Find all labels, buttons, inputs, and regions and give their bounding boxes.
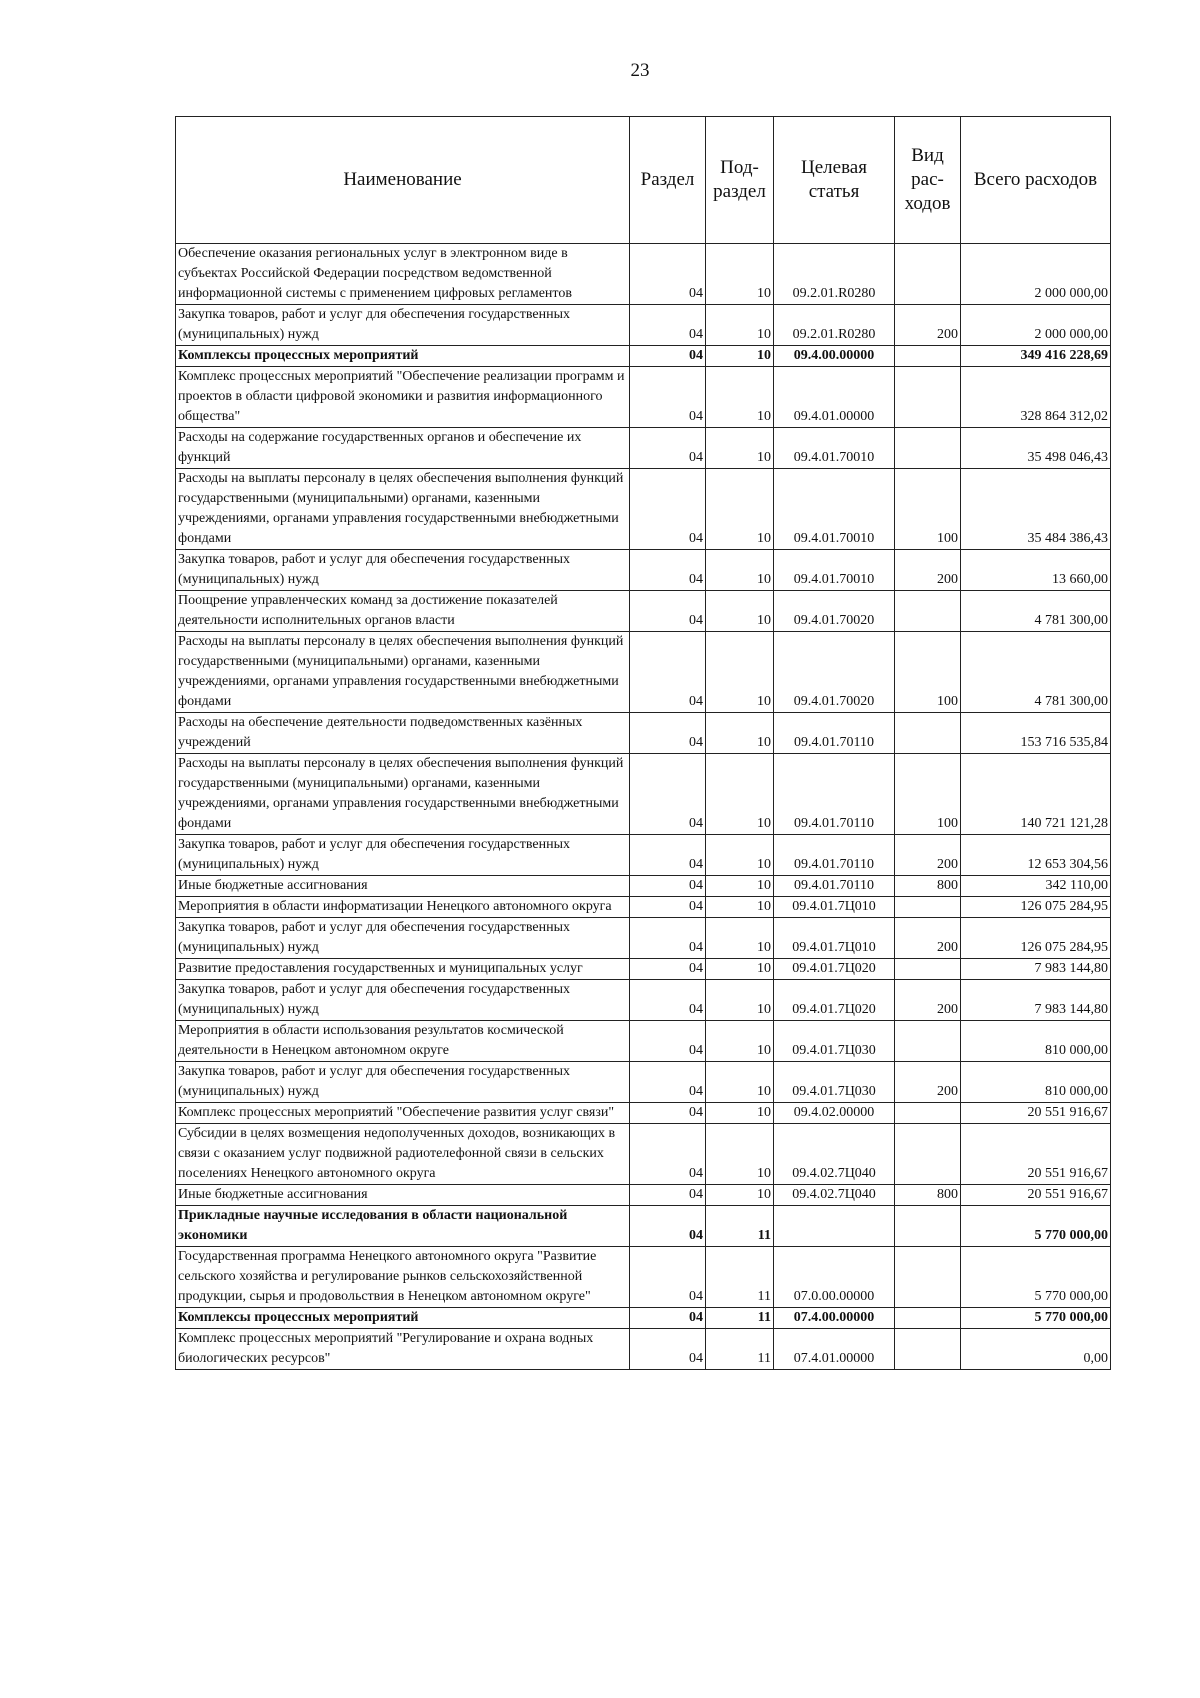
cell-subsection: 10 (706, 713, 774, 754)
cell-total: 5 770 000,00 (961, 1247, 1111, 1308)
page-number: 23 (630, 60, 650, 81)
cell-section: 04 (630, 980, 706, 1021)
header-total: Всего расходов (961, 117, 1111, 244)
cell-target: 09.4.01.70010 (774, 550, 895, 591)
cell-name: Закупка товаров, работ и услуг для обеспечения государственных (муниципальных) нужд (176, 550, 630, 591)
cell-target: 09.4.01.70020 (774, 591, 895, 632)
cell-name: Государственная программа Ненецкого автономного округа "Развитие сельского хозяйства и регулирование рынков сельскохозяйственной продукции, сырья и продовольствия в Ненецком автономном округе" (176, 1247, 630, 1308)
cell-total: 20 551 916,67 (961, 1103, 1111, 1124)
cell-name: Расходы на выплаты персоналу в целях обеспечения выполнения функций государственными (муниципальными) органами, казенными учреждениями, органами управления государственными внебюджетными фондами (176, 754, 630, 835)
cell-target: 09.4.01.7Ц010 (774, 918, 895, 959)
cell-name: Закупка товаров, работ и услуг для обеспечения государственных (муниципальных) нужд (176, 918, 630, 959)
cell-name: Мероприятия в области использования результатов космической деятельности в Ненецком автономном округе (176, 1021, 630, 1062)
cell-target: 09.4.01.70010 (774, 428, 895, 469)
cell-name: Иные бюджетные ассигнования (176, 1185, 630, 1206)
cell-expense-type (895, 1124, 961, 1185)
cell-name: Расходы на выплаты персоналу в целях обеспечения выполнения функций государственными (муниципальными) органами, казенными учреждениями, органами управления государственными внебюджетными фондами (176, 469, 630, 550)
cell-name: Иные бюджетные ассигнования (176, 876, 630, 897)
cell-section: 04 (630, 897, 706, 918)
cell-section: 04 (630, 1185, 706, 1206)
cell-expense-type: 100 (895, 754, 961, 835)
cell-target: 09.4.01.7Ц020 (774, 980, 895, 1021)
cell-total: 342 110,00 (961, 876, 1111, 897)
cell-target: 09.2.01.R0280 (774, 305, 895, 346)
table-row (176, 876, 1111, 897)
cell-total: 20 551 916,67 (961, 1185, 1111, 1206)
cell-subsection: 10 (706, 980, 774, 1021)
cell-section: 04 (630, 632, 706, 713)
header-name: Наименование (176, 117, 630, 244)
cell-expense-type (895, 959, 961, 980)
cell-name: Комплексы процессных мероприятий (176, 346, 630, 367)
cell-expense-type (895, 1329, 961, 1370)
table-row (176, 1247, 1111, 1308)
table-row (176, 918, 1111, 959)
cell-expense-type (895, 897, 961, 918)
cell-subsection: 10 (706, 244, 774, 305)
cell-target: 09.4.02.7Ц040 (774, 1185, 895, 1206)
cell-name: Прикладные научные исследования в области национальной экономики (176, 1206, 630, 1247)
cell-name: Комплексы процессных мероприятий (176, 1308, 630, 1329)
cell-section: 04 (630, 1124, 706, 1185)
cell-expense-type: 100 (895, 632, 961, 713)
cell-name: Субсидии в целях возмещения недополученных доходов, возникающих в связи с оказанием услуг подвижной радиотелефонной связи в сельских поселениях Ненецкого автономного округа (176, 1124, 630, 1185)
cell-subsection: 10 (706, 632, 774, 713)
cell-name: Комплекс процессных мероприятий "Регулирование и охрана водных биологических ресурсов" (176, 1329, 630, 1370)
table-row (176, 367, 1111, 428)
cell-total: 13 660,00 (961, 550, 1111, 591)
cell-subsection: 10 (706, 428, 774, 469)
cell-expense-type (895, 367, 961, 428)
cell-target: 09.4.01.7Ц010 (774, 897, 895, 918)
table-row (176, 1062, 1111, 1103)
cell-name: Поощрение управленческих команд за достижение показателей деятельности исполнительных органов власти (176, 591, 630, 632)
table-row (176, 632, 1111, 713)
table-row (176, 1103, 1111, 1124)
cell-target: 07.4.01.00000 (774, 1329, 895, 1370)
table-row (176, 469, 1111, 550)
cell-subsection: 10 (706, 876, 774, 897)
cell-total: 35 498 046,43 (961, 428, 1111, 469)
cell-section: 04 (630, 1206, 706, 1247)
cell-section: 04 (630, 428, 706, 469)
cell-expense-type: 800 (895, 876, 961, 897)
table-row (176, 754, 1111, 835)
cell-subsection: 11 (706, 1206, 774, 1247)
cell-total: 5 770 000,00 (961, 1308, 1111, 1329)
table-row (176, 346, 1111, 367)
table-row (176, 591, 1111, 632)
cell-total: 4 781 300,00 (961, 591, 1111, 632)
cell-section: 04 (630, 1062, 706, 1103)
cell-target: 07.4.00.00000 (774, 1308, 895, 1329)
cell-total: 810 000,00 (961, 1062, 1111, 1103)
cell-expense-type: 200 (895, 980, 961, 1021)
cell-target: 09.4.01.00000 (774, 367, 895, 428)
cell-section: 04 (630, 469, 706, 550)
cell-expense-type (895, 346, 961, 367)
cell-subsection: 10 (706, 1103, 774, 1124)
cell-expense-type (895, 1103, 961, 1124)
cell-section: 04 (630, 305, 706, 346)
table-row (176, 959, 1111, 980)
cell-subsection: 11 (706, 1329, 774, 1370)
cell-expense-type (895, 1247, 961, 1308)
cell-subsection: 10 (706, 367, 774, 428)
cell-expense-type: 200 (895, 305, 961, 346)
cell-subsection: 10 (706, 835, 774, 876)
cell-total: 810 000,00 (961, 1021, 1111, 1062)
cell-total: 328 864 312,02 (961, 367, 1111, 428)
cell-target: 09.4.00.00000 (774, 346, 895, 367)
cell-subsection: 10 (706, 1021, 774, 1062)
cell-total: 126 075 284,95 (961, 897, 1111, 918)
cell-name: Закупка товаров, работ и услуг для обеспечения государственных (муниципальных) нужд (176, 835, 630, 876)
cell-total: 2 000 000,00 (961, 244, 1111, 305)
cell-target: 09.4.01.7Ц030 (774, 1021, 895, 1062)
cell-section: 04 (630, 959, 706, 980)
table-row (176, 550, 1111, 591)
table-row (176, 1021, 1111, 1062)
cell-expense-type: 200 (895, 835, 961, 876)
cell-target: 09.4.01.7Ц030 (774, 1062, 895, 1103)
cell-subsection: 10 (706, 346, 774, 367)
table-row (176, 980, 1111, 1021)
cell-total: 7 983 144,80 (961, 959, 1111, 980)
cell-subsection: 10 (706, 1185, 774, 1206)
cell-expense-type: 200 (895, 1062, 961, 1103)
cell-section: 04 (630, 713, 706, 754)
table-row (176, 1124, 1111, 1185)
cell-total: 7 983 144,80 (961, 980, 1111, 1021)
header-expense-type: Вид рас- ходов (895, 117, 961, 244)
cell-total: 4 781 300,00 (961, 632, 1111, 713)
cell-section: 04 (630, 1103, 706, 1124)
cell-expense-type: 100 (895, 469, 961, 550)
cell-subsection: 11 (706, 1308, 774, 1329)
cell-expense-type (895, 1021, 961, 1062)
cell-target: 09.4.01.70110 (774, 876, 895, 897)
cell-target: 09.4.01.7Ц020 (774, 959, 895, 980)
table-row (176, 835, 1111, 876)
cell-total: 20 551 916,67 (961, 1124, 1111, 1185)
cell-expense-type (895, 591, 961, 632)
cell-section: 04 (630, 591, 706, 632)
cell-total: 349 416 228,69 (961, 346, 1111, 367)
cell-expense-type: 800 (895, 1185, 961, 1206)
cell-expense-type (895, 1206, 961, 1247)
cell-section: 04 (630, 835, 706, 876)
table-row (176, 244, 1111, 305)
cell-section: 04 (630, 1308, 706, 1329)
cell-total: 12 653 304,56 (961, 835, 1111, 876)
cell-expense-type (895, 713, 961, 754)
table-body (176, 244, 1111, 1370)
cell-total: 0,00 (961, 1329, 1111, 1370)
cell-target (774, 1206, 895, 1247)
table-row (176, 1185, 1111, 1206)
cell-section: 04 (630, 1329, 706, 1370)
table-row (176, 897, 1111, 918)
cell-subsection: 10 (706, 469, 774, 550)
cell-name: Расходы на содержание государственных органов и обеспечение их функций (176, 428, 630, 469)
cell-section: 04 (630, 1247, 706, 1308)
cell-name: Закупка товаров, работ и услуг для обеспечения государственных (муниципальных) нужд (176, 1062, 630, 1103)
cell-subsection: 10 (706, 1124, 774, 1185)
cell-subsection: 11 (706, 1247, 774, 1308)
cell-subsection: 10 (706, 1062, 774, 1103)
table-row (176, 1206, 1111, 1247)
cell-section: 04 (630, 550, 706, 591)
cell-subsection: 10 (706, 754, 774, 835)
table-row (176, 1308, 1111, 1329)
cell-name: Комплекс процессных мероприятий "Обеспечение развития услуг связи" (176, 1103, 630, 1124)
cell-section: 04 (630, 1021, 706, 1062)
header-subsection: Под- раздел (706, 117, 774, 244)
cell-subsection: 10 (706, 959, 774, 980)
cell-name: Обеспечение оказания региональных услуг в электронном виде в субъектах Российской Федерации посредством ведомственной информационной системы с применением цифровых регламентов (176, 244, 630, 305)
cell-target: 09.2.01.R0280 (774, 244, 895, 305)
cell-target: 09.4.01.70110 (774, 754, 895, 835)
cell-subsection: 10 (706, 591, 774, 632)
cell-total: 5 770 000,00 (961, 1206, 1111, 1247)
cell-subsection: 10 (706, 305, 774, 346)
cell-total: 126 075 284,95 (961, 918, 1111, 959)
cell-expense-type (895, 428, 961, 469)
cell-subsection: 10 (706, 897, 774, 918)
cell-name: Развитие предоставления государственных и муниципальных услуг (176, 959, 630, 980)
cell-section: 04 (630, 367, 706, 428)
cell-expense-type: 200 (895, 918, 961, 959)
cell-total: 2 000 000,00 (961, 305, 1111, 346)
table-row (176, 428, 1111, 469)
cell-target: 09.4.01.70110 (774, 713, 895, 754)
cell-subsection: 10 (706, 550, 774, 591)
cell-target: 09.4.01.70010 (774, 469, 895, 550)
cell-name: Закупка товаров, работ и услуг для обеспечения государственных (муниципальных) нужд (176, 980, 630, 1021)
cell-section: 04 (630, 918, 706, 959)
cell-target: 09.4.02.7Ц040 (774, 1124, 895, 1185)
cell-target: 07.0.00.00000 (774, 1247, 895, 1308)
cell-expense-type (895, 244, 961, 305)
cell-section: 04 (630, 754, 706, 835)
table-header-row (176, 117, 1111, 244)
cell-total: 153 716 535,84 (961, 713, 1111, 754)
cell-target: 09.4.01.70110 (774, 835, 895, 876)
cell-name: Расходы на обеспечение деятельности подведомственных казённых учреждений (176, 713, 630, 754)
table-row (176, 1329, 1111, 1370)
cell-section: 04 (630, 244, 706, 305)
cell-subsection: 10 (706, 918, 774, 959)
cell-section: 04 (630, 346, 706, 367)
cell-section: 04 (630, 876, 706, 897)
cell-target: 09.4.02.00000 (774, 1103, 895, 1124)
cell-total: 140 721 121,28 (961, 754, 1111, 835)
table-row (176, 305, 1111, 346)
cell-name: Мероприятия в области информатизации Ненецкого автономного округа (176, 897, 630, 918)
table-row (176, 713, 1111, 754)
header-section: Раздел (630, 117, 706, 244)
cell-name: Расходы на выплаты персоналу в целях обеспечения выполнения функций государственными (муниципальными) органами, казенными учреждениями, органами управления государственными внебюджетными фондами (176, 632, 630, 713)
cell-target: 09.4.01.70020 (774, 632, 895, 713)
cell-name: Комплекс процессных мероприятий "Обеспечение реализации программ и проектов в области цифровой экономики и развития информационного общества" (176, 367, 630, 428)
cell-expense-type: 200 (895, 550, 961, 591)
cell-name: Закупка товаров, работ и услуг для обеспечения государственных (муниципальных) нужд (176, 305, 630, 346)
cell-expense-type (895, 1308, 961, 1329)
header-target: Целевая статья (774, 117, 895, 244)
cell-total: 35 484 386,43 (961, 469, 1111, 550)
budget-table (175, 116, 1111, 1370)
